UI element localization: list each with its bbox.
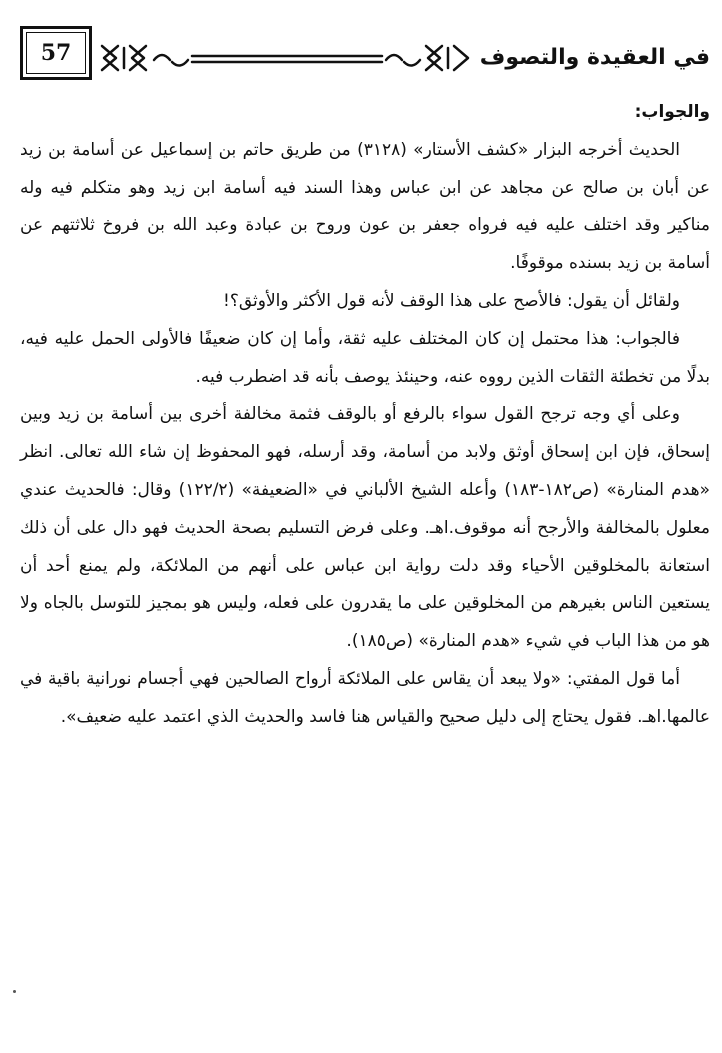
page-number: 57 [40, 40, 72, 66]
answer-label: والجواب: [634, 102, 710, 122]
paragraph: فالجواب: هذا محتمل إن كان المختلف عليه ثقة، وأما إن كان ضعيفًا فالأولى الحمل عليه فيه، بدلًا من تخطئة الثقات الذين رووه عنه، وحينئذ يوصف بأنه قد اضطرب فيه. [20, 328, 710, 387]
paragraph: الحديث أخرجه البزار «كشف الأستار» (٣١٢٨) من طريق حاتم بن إسماعيل عن أسامة بن زيد عن أبان بن صالح عن مجاهد عن ابن عباس وهذا السند فيه أسامة ابن زيد وهو متكلم فيه وله مناكير وقد اختلف عليه فيه فرواه جعفر بن عون وروح بن عبادة وعبد الله بن فروخ ثلاثتهم عن أسامة بن زيد بسنده موقوفًا. [20, 139, 710, 274]
paragraph: ولقائل أن يقول: فالأصح على هذا الوقف لأنه قول الأكثر والأوثق؟! [223, 290, 680, 311]
body-text [20, 94, 710, 737]
header-ornament [96, 38, 472, 78]
paragraph: وعلى أي وجه ترجح القول سواء بالرفع أو بالوقف فثمة مخالفة أخرى بين أسامة بن زيد وبين إسحاق، فإن ابن إسحاق أوثق ولابد من أسامة، وقد أرسله، فهو المحفوظ إن شاء الله تعالى. انظر «هدم المنارة» (ص١٨٢-١٨٣) وأعله الشيخ الألباني في «الضعيفة» (١٢٢/٢) وقال: فالحديث عندي معلول بالمخالفة والأرجح أنه موقوف.اهـ. وعلى فرض التسليم بصحة الحديث فهو دال على أن ذلك استعانة بالمخلوقين الأحياء وقد دلت رواية ابن عباس على أنهم من الملائكة، ولم يمنع أحد أن يستعين الناس بغيرهم من المخلوقين على ما يقدرون على فعله، وليس هو بمجيز للتوسل بالجاه ولا هو من هذا الباب في شيء «هدم المنارة» (ص١٨٥). [20, 404, 710, 652]
page-number-box [20, 26, 92, 80]
scan-speck [13, 990, 16, 993]
running-title: في العقيدة والتصوف [479, 45, 710, 70]
paragraph: أما قول المفتي: «ولا يبعد أن يقاس على الملائكة أرواح الصالحين فهي أجسام نورانية باقية في عالمها.اهـ. فقول يحتاج إلى دليل صحيح والقياس هنا فاسد والحديث الذي اعتمد عليه ضعيف». [20, 668, 710, 727]
